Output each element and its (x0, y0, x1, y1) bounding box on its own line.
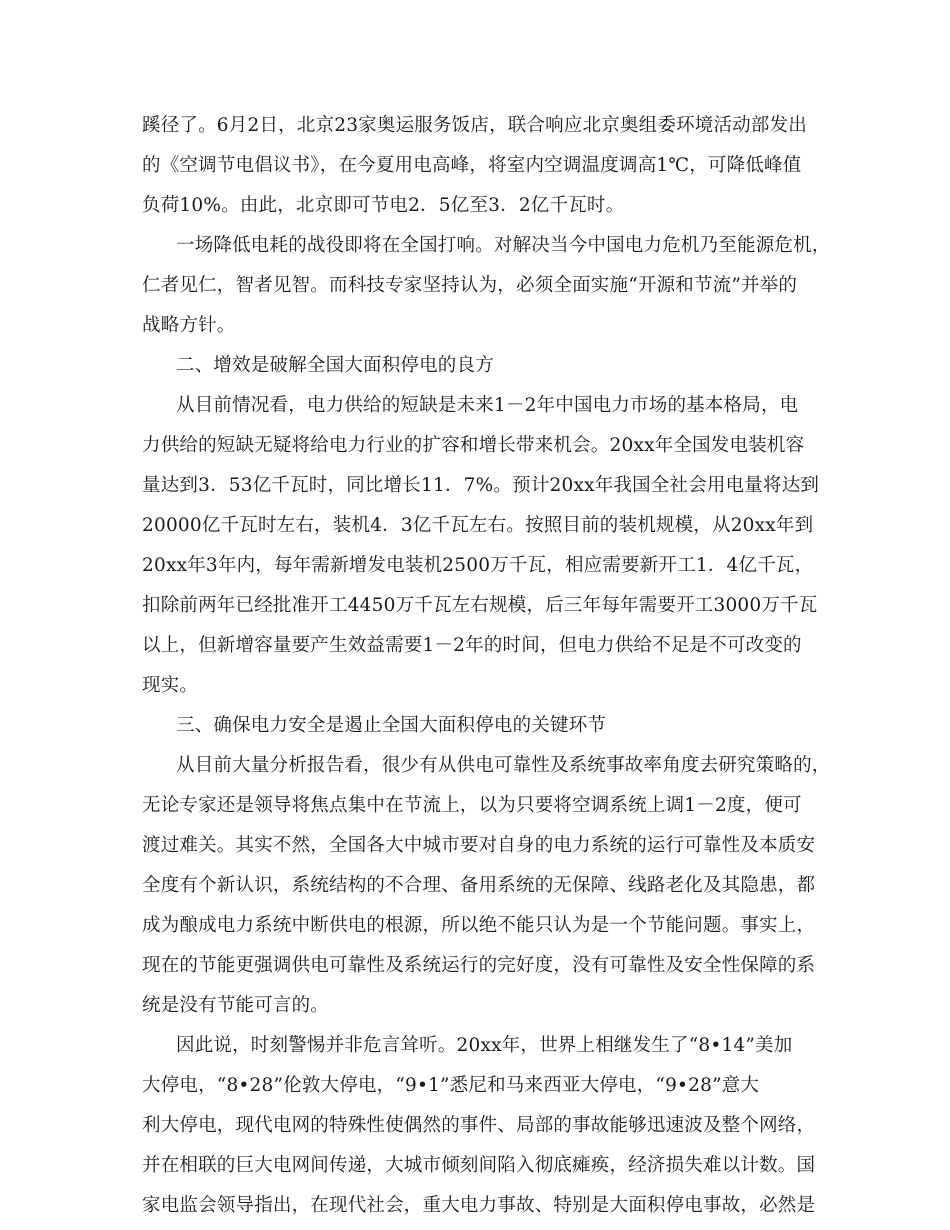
text-line: 并在相联的巨大电网间传递，大城市倾刻间陷入彻底瘫痪，经济损失难以计数。国 (142, 1155, 816, 1176)
text-line: 全度有个新认识，系统结构的不合理、备用系统的无保障、线路老化及其隐患，都 (142, 875, 816, 896)
paragraph-first-line: 从目前大量分析报告看，很少有从供电可靠性及系统事故率角度去研究策略的， (176, 755, 831, 776)
text-line: 家电监会领导指出，在现代社会，重大电力事故、特别是大面积停电事故，必然是 (142, 1195, 816, 1216)
text-line: 20xx年3年内，每年需新增发电装机2500万千瓦，相应需要新开工1．4亿千瓦， (142, 555, 814, 576)
text-line: 统是没有节能可言的。 (142, 995, 330, 1016)
text-line: 大停电，“8•28”伦敦大停电，“9•1”悉尼和马来西亚大停电，“9•28”意大 (142, 1075, 760, 1096)
text-line: 仁者见仁，智者见智。而科技专家坚持认为，必须全面实施“开源和节流”并举的 (142, 275, 798, 296)
text-line: 20000亿千瓦时左右，装机4．3亿千瓦左右。按照目前的装机规模，从20xx年到 (142, 515, 814, 536)
section-heading: 二、增效是破解全国大面积停电的良方 (176, 355, 494, 376)
text-line: 的《空调节电倡议书》，在今夏用电高峰，将室内空调温度调高1℃，可降低峰值 (142, 155, 802, 176)
text-line: 战略方针。 (142, 315, 236, 336)
paragraph-first-line: 因此说，时刻警惕并非危言耸听。20xx年，世界上相继发生了“8•14”美加 (176, 1035, 793, 1056)
text-line: 量达到3．53亿千瓦时，同比增长11．7%。预计20xx年我国全社会用电量将达到 (142, 475, 820, 496)
text-line: 利大停电，现代电网的特殊性使偶然的事件、局部的事故能够迅速波及整个网络， (142, 1115, 816, 1136)
section-heading: 三、确保电力安全是遏止全国大面积停电的关键环节 (176, 715, 607, 736)
text-line: 力供给的短缺无疑将给电力行业的扩容和增长带来机会。20xx年全国发电装机容 (142, 435, 805, 456)
text-line: 蹊径了。6月2日，北京23家奥运服务饭店，联合响应北京奥组委环境活动部发出 (142, 115, 807, 136)
text-line: 以上，但新增容量要产生效益需要1－2年的时间，但电力供给不足是不可改变的 (142, 635, 802, 656)
text-line: 无论专家还是领导将焦点集中在节流上，以为只要将空调系统上调1－2度，便可 (142, 795, 802, 816)
text-line: 扣除前两年已经批准开工4450万千瓦左右规模，后三年每年需要开工3000万千瓦 (142, 595, 818, 616)
text-line: 渡过难关。其实不然，全国各大中城市要对自身的电力系统的运行可靠性及本质安 (142, 835, 816, 856)
paragraph-first-line: 从目前情况看，电力供给的短缺是未来1－2年中国电力市场的基本格局，电 (176, 395, 799, 416)
paragraph-first-line: 一场降低电耗的战役即将在全国打响。对解决当今中国电力危机乃至能源危机， (176, 235, 831, 256)
text-line: 负荷10%。由此，北京即可节电2．5亿至3．2亿千瓦时。 (142, 195, 625, 216)
text-line: 现在的节能更强调供电可靠性及系统运行的完好度，没有可靠性及安全性保障的系 (142, 955, 816, 976)
text-line: 成为酿成电力系统中断供电的根源，所以绝不能只认为是一个节能问题。事实上， (142, 915, 816, 936)
text-line: 现实。 (142, 675, 199, 696)
